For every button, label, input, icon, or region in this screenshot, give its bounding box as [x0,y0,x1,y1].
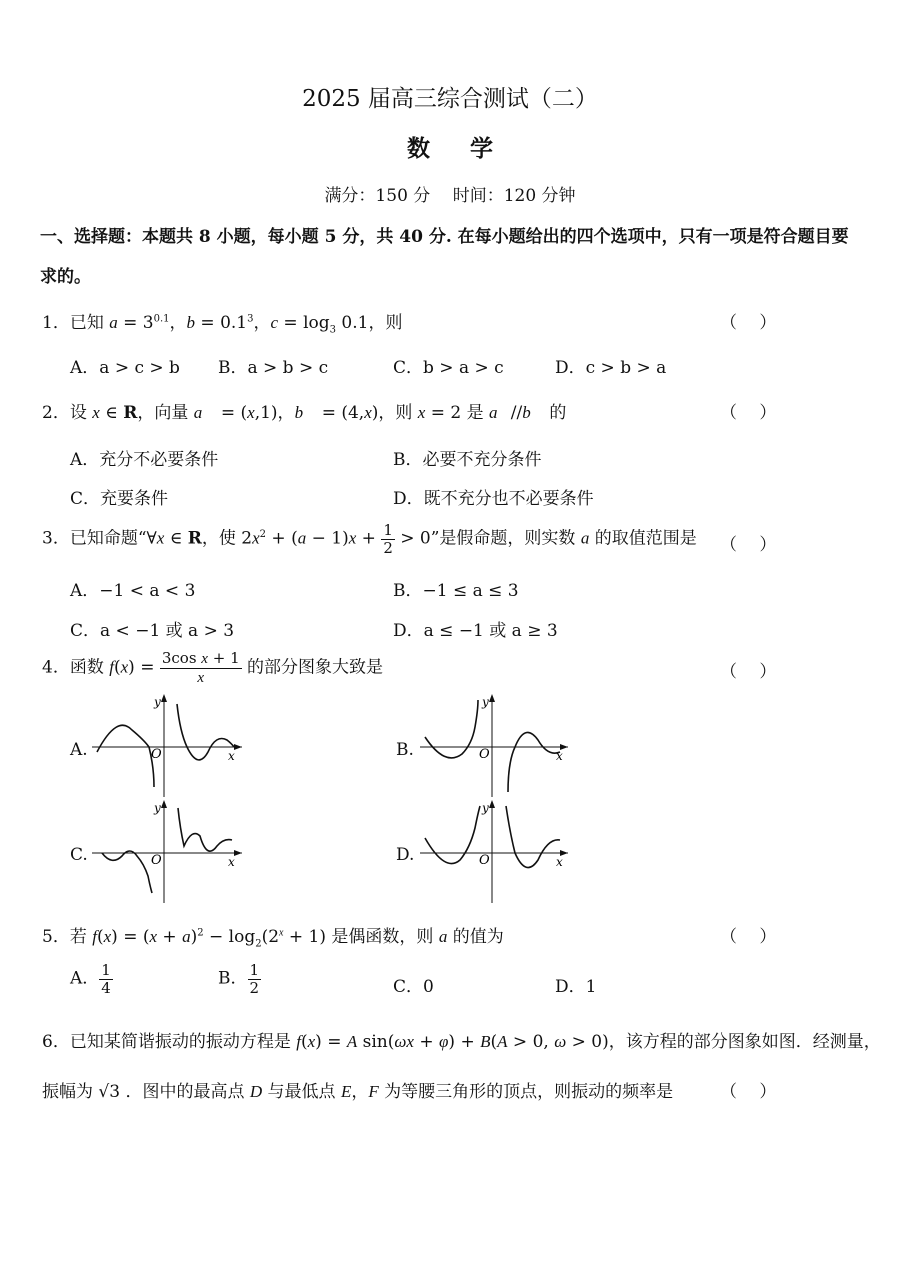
graph-option-a [92,692,252,797]
answer-paren: （ ） [720,927,777,947]
question-3-stem: 3．已知命题“∀x ∈ R，使 $2x^2 + (a - 1)x$ + $\frac{1}{2}$ > 0”是假命题，则实数 a 的取值范围是 [42,521,697,557]
q3-option-c: C．a < −1 或 a > 3 [70,621,235,641]
question-6-line-2: 振幅为 √3 ．图中的最高点 D 与最低点 E，F 为等腰三角形的顶点，则振动的频率是 [42,1082,674,1102]
q4-option-d: D. [396,845,415,865]
x-axis-label: x [556,749,563,763]
subject-title: 数学 [407,135,533,162]
origin-label: O [151,853,162,868]
question-5-stem: 5．若 $f(x) = (x + a)^2 - \log_2(2^x + 1)$ 是偶函数，则 a 的值为 [42,927,504,950]
origin-label: O [479,853,490,868]
exam-meta: 满分：150 分 时间：120 分钟 [324,186,576,206]
q4-option-c: C. [70,845,88,865]
q5-option-b: B． $\frac{1}{2}$ [218,961,260,997]
q3-option-b: B．−1 ≤ a ≤ 3 [393,581,519,601]
x-axis-label: x [556,855,563,869]
question-6-line-1: 6．已知某简谐振动的振动方程是 f(x) = A sin(ωx + φ) + B(A > 0, ω > 0)，该方程的部分图象如图．经测量， [42,1032,881,1052]
x-axis-label: x [228,855,235,869]
exam-title: 2025 届高三综合测试（二） [302,86,598,112]
answer-paren: （ ） [720,662,777,682]
q1-option-b: B．a > b > c [218,358,329,378]
question-2-stem: 2．设 x ∈ R，向量 a⃗ = (x,1)，b⃗ = (4,x)，则 x = 2 是 a⃗//b⃗ 的 [42,403,567,423]
y-axis-label: y [482,801,489,815]
q1-option-a: A．a > c > b [70,358,180,378]
answer-paren: （ ） [720,403,777,423]
q5-option-a: A． $\frac{1}{4}$ [70,961,111,997]
q1-option-c: C．b > a > c [393,358,504,378]
x-axis-label: x [228,749,235,763]
q3-option-d: D．a ≤ −1 或 a ≥ 3 [393,621,558,641]
q2-option-b: B．必要不充分条件 [393,450,542,470]
q4-option-a: A. [70,740,88,760]
q4-option-b: B. [396,740,414,760]
answer-paren: （ ） [720,313,777,333]
y-axis-label: y [482,695,489,709]
section-heading: 一、选择题：本题共 8 小题，每小题 5 分，共 40 分. 在每小题给出的四个选项中，只有一项是符合题目要 [40,227,849,247]
y-axis-label: y [154,695,161,709]
q2-option-a: A．充分不必要条件 [70,450,219,470]
graph-option-c [92,798,252,903]
q1-option-d: D．c > b > a [555,358,667,378]
graph-option-b [420,692,580,797]
graph-option-d [420,798,580,903]
q5-option-c: C．0 [393,977,434,997]
question-1-stem: 1．已知 $a = 3^{0.1}$，$b = 0.1^3$，$c = \log_3 0.1$，则 [42,313,403,336]
origin-label: O [151,747,162,762]
q2-option-c: C．充要条件 [70,489,169,509]
answer-paren: （ ） [720,535,777,555]
section-heading-cont: 求的。 [40,267,91,287]
y-axis-label: y [154,801,161,815]
q3-option-a: A．−1 < a < 3 [70,581,196,601]
answer-paren: （ ） [720,1082,777,1102]
q5-option-d: D．1 [555,977,597,997]
question-4-stem: 4．函数 f(x) = $\frac{\text{3cos x + 1}}{x}$ 的部分图象大致是 [42,649,384,686]
q2-option-d: D．既不充分也不必要条件 [393,489,594,509]
origin-label: O [479,747,490,762]
